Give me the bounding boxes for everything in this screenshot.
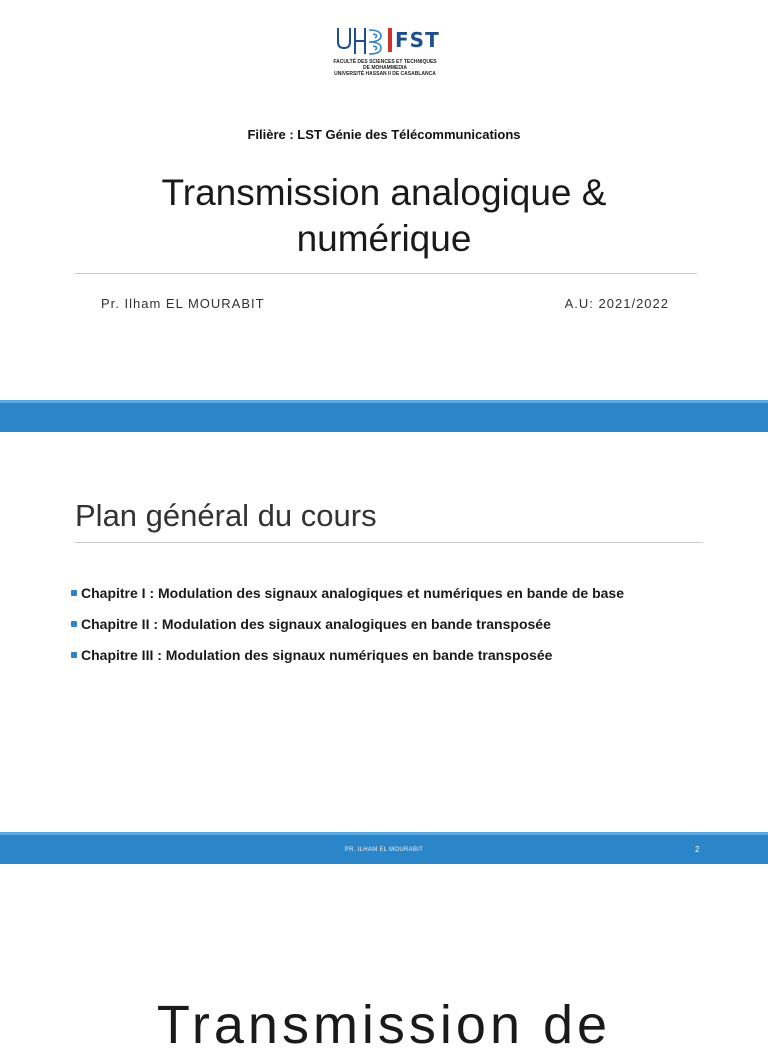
slide-separator-band (0, 400, 768, 432)
chapter-text: Chapitre III : Modulation des signaux numériques en bande transposée (81, 647, 553, 663)
title-divider (75, 273, 697, 274)
chapter-item (70, 614, 624, 645)
slide-title (84, 170, 684, 262)
logo-caption-line: UNIVERSITÉ HASSAN II DE CASABLANCA (334, 71, 436, 77)
band-highlight (0, 400, 768, 403)
plan-title: Plan général du cours (75, 498, 377, 533)
title-slide (0, 0, 768, 400)
logo-caption-line: DE MOHAMMEDIA (363, 65, 407, 71)
next-slide-title: Transmission de (156, 995, 612, 1055)
uh2-logo-icon (335, 26, 385, 56)
band-highlight (0, 832, 768, 835)
academic-year: A.U: 2021/2022 (564, 296, 669, 311)
bullet-icon (71, 621, 77, 627)
logo-caption-line: FACULTÉ DES SCIENCES ET TECHNIQUES (333, 59, 437, 65)
logo-divider (388, 28, 392, 52)
logo-fst-text: FST (395, 28, 440, 52)
footer-author: PR. ILHAM EL MOURABIT (344, 847, 424, 853)
page-number: 2 (695, 845, 700, 854)
plan-title-divider (75, 542, 703, 543)
bullet-icon (71, 652, 77, 658)
bullet-icon (71, 590, 77, 596)
logo-caption (333, 59, 437, 77)
slide-title-line: numérique (296, 218, 472, 259)
chapter-item (70, 645, 624, 676)
chapter-text: Chapitre I : Modulation des signaux analogiques et numériques en bande de base (81, 585, 624, 601)
chapter-item (70, 583, 624, 614)
chapter-text: Chapitre II : Modulation des signaux analogiques en bande transposée (81, 616, 551, 632)
chapter-list (70, 583, 624, 676)
slide-title-line: Transmission analogique & (161, 172, 607, 213)
university-logo (333, 24, 440, 82)
program-label: Filière : LST Génie des Télécommunications (247, 127, 521, 142)
author-name: Pr. Ilham EL MOURABIT (101, 296, 265, 311)
